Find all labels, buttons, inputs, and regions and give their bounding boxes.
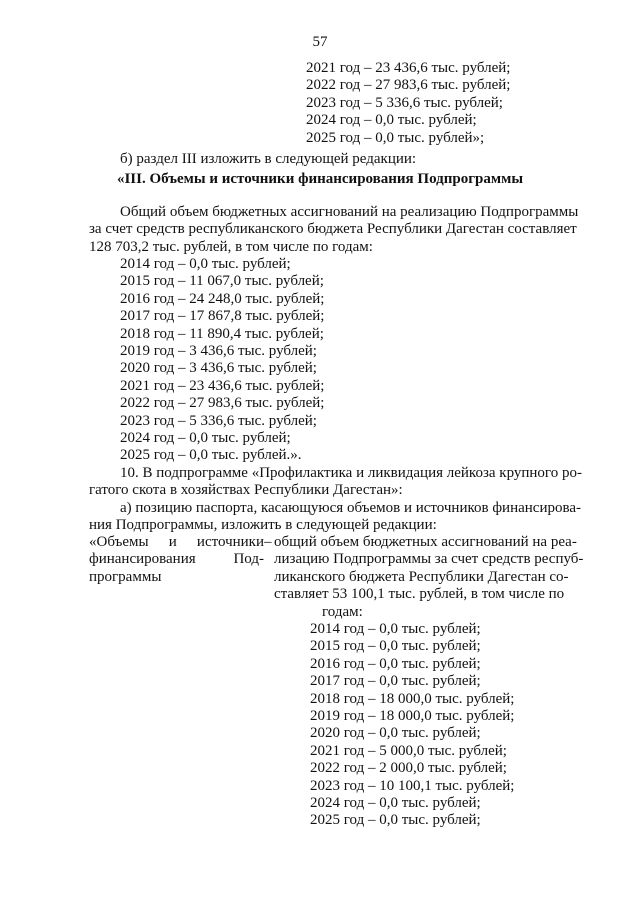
list-item: 2019 год – 18 000,0 тыс. рублей; [310, 707, 515, 724]
page-number: 57 [312, 34, 328, 50]
value-line: общий объем бюджетных ассигнований на реа- [274, 534, 577, 550]
passport-value-cell [274, 534, 596, 621]
list-item: 2023 год – 10 100,1 тыс. рублей; [310, 777, 515, 794]
label-word: Под- [233, 551, 264, 568]
list-item: 2023 год – 5 336,6 тыс. рублей; [306, 94, 503, 111]
paragraph-line: Общий объем бюджетных ассигнований на реализацию Подпрограммы [120, 204, 579, 220]
paragraph-line: гатого скота в хозяйствах Республики Дагестан»: [89, 482, 403, 499]
label-line [89, 551, 264, 568]
label-word: «Объемы [89, 534, 149, 550]
list-item: 2017 год – 0,0 тыс. рублей; [310, 673, 481, 690]
value-line: годам: [322, 603, 363, 620]
value-line: ликанского бюджета Республики Дагестан со- [274, 568, 569, 585]
list-item: 2014 год – 0,0 тыс. рублей; [310, 621, 481, 637]
list-item: 2020 год – 3 436,6 тыс. рублей; [120, 360, 317, 377]
list-item: 2024 год – 0,0 тыс. рублей; [306, 112, 477, 129]
list-item: 2021 год – 5 000,0 тыс. рублей; [310, 742, 507, 759]
passport-label-cell [89, 534, 264, 586]
list-item: 2025 год – 0,0 тыс. рублей»; [306, 129, 485, 146]
passport-dash-cell [264, 534, 274, 551]
paragraph-line: за счет средств республиканского бюджета Республики Дагестан составляет [89, 221, 577, 238]
list-item: 2018 год – 18 000,0 тыс. рублей; [310, 690, 515, 707]
paragraph-line: 10. В подпрограмме «Профилактика и ликвидация лейкоза крупного ро- [120, 465, 582, 481]
dash: – [264, 534, 272, 550]
value-line: лизацию Подпрограммы за счет средств респуб- [274, 551, 584, 568]
list-item: 2019 год – 3 436,6 тыс. рублей; [120, 342, 317, 359]
passport-year-list [310, 621, 514, 830]
list-item: 2025 год – 0,0 тыс. рублей.». [120, 447, 302, 464]
list-item: 2023 год – 5 336,6 тыс. рублей; [120, 412, 317, 429]
list-item: 2017 год – 17 867,8 тыс. рублей; [120, 308, 325, 325]
list-item: 2016 год – 24 248,0 тыс. рублей; [120, 290, 325, 307]
list-item: 2020 год – 0,0 тыс. рублей; [310, 725, 481, 742]
list-item: 2022 год – 2 000,0 тыс. рублей; [310, 760, 507, 777]
list-item: 2021 год – 23 436,6 тыс. рублей; [306, 60, 511, 76]
list-item: 2024 год – 0,0 тыс. рублей; [310, 794, 481, 811]
list-item: 2022 год – 27 983,6 тыс. рублей; [120, 395, 325, 412]
list-item: 2015 год – 0,0 тыс. рублей; [310, 638, 481, 655]
paragraph-item-10 [89, 465, 595, 500]
paragraph-item-a [89, 500, 595, 535]
label-line [89, 534, 264, 551]
list-item: 2022 год – 27 983,6 тыс. рублей; [306, 77, 511, 94]
item-b-text: б) раздел III изложить в следующей редакции: [120, 151, 417, 167]
section-heading: «III. Объемы и источники финансирования Подпрограммы [116, 171, 524, 187]
list-item: 2025 год – 0,0 тыс. рублей; [310, 812, 481, 829]
list-item: 2024 год – 0,0 тыс. рублей; [120, 429, 291, 446]
label-word: источники [196, 534, 264, 550]
label-word: и [168, 534, 177, 550]
paragraph-total-funding [89, 204, 595, 256]
list-item: 2014 год – 0,0 тыс. рублей; [120, 256, 291, 272]
list-item: 2015 год – 11 067,0 тыс. рублей; [120, 273, 324, 290]
year-list [120, 256, 324, 465]
value-line: ставляет 53 100,1 тыс. рублей, в том числе по [274, 586, 565, 603]
label-word: финансирования [89, 551, 196, 568]
list-item: 2016 год – 0,0 тыс. рублей; [310, 655, 481, 672]
paragraph-line: 128 703,2 тыс. рублей, в том числе по годам: [89, 238, 373, 255]
list-item: 2021 год – 23 436,6 тыс. рублей; [120, 377, 325, 394]
paragraph-line: а) позицию паспорта, касающуюся объемов и источников финансирова- [120, 500, 582, 516]
top-year-list [306, 60, 510, 147]
list-item: 2018 год – 11 890,4 тыс. рублей; [120, 325, 324, 342]
label-line: программы [89, 568, 162, 585]
paragraph-line: ния Подпрограммы, изложить в следующей редакции: [89, 517, 437, 534]
